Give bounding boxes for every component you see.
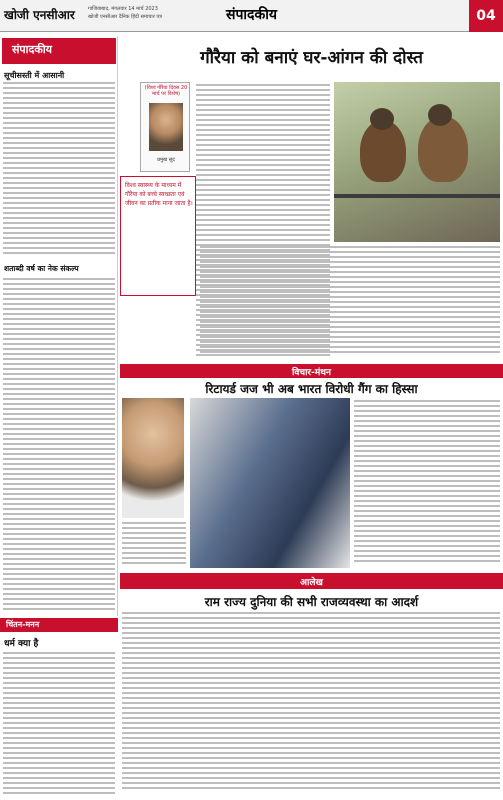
minister-photo	[190, 398, 350, 568]
sparrow-bird-2	[418, 116, 468, 182]
chintan-text-block	[3, 652, 115, 797]
vimarsh-headline: रिटायर्ड जज भी अब भारत विरोधी गैंग का हिस्सा	[205, 382, 418, 396]
left-headline-2: शताब्दी वर्ष का नेक संकल्प	[4, 264, 79, 273]
aalekh-bar	[120, 573, 503, 589]
aalekh-text-block	[122, 612, 500, 792]
chintan-headline: धर्म क्या है	[4, 639, 39, 649]
left-column	[0, 36, 118, 616]
chintan-bar	[0, 618, 118, 632]
article-text-block	[3, 82, 115, 257]
page-section-title: संपादकीय	[226, 7, 277, 23]
vimarsh-text-block	[354, 400, 500, 565]
tagline: खोजी एनसीआर दैनिक हिंदी समाचार पत्र	[88, 14, 162, 20]
author-box	[140, 82, 190, 172]
editorial-label-box	[2, 38, 116, 64]
article-text-block	[3, 278, 115, 613]
editorial-label: संपादकीय	[12, 43, 53, 56]
page-number: 04	[469, 0, 503, 32]
aalekh-headline: राम राज्य दुनिया की सभी राजव्यवस्था का आदर्श	[204, 595, 419, 609]
vimarsh-bar	[120, 364, 503, 378]
vimarsh-label: विचार-मंथन	[292, 368, 331, 378]
author-name: प्रमुख सूद	[157, 157, 175, 163]
masthead	[0, 0, 503, 32]
author-photo	[149, 103, 183, 151]
feature-text-block-lower	[200, 246, 500, 356]
sparrow-photo	[334, 82, 500, 242]
newspaper-logo: खोजी एनसीआर	[4, 8, 75, 22]
chintan-label: चिंतन-मनन	[6, 620, 40, 629]
columnist-photo	[122, 398, 184, 518]
sparrow-bird-1	[360, 120, 406, 182]
pull-quote-box	[120, 176, 196, 296]
left-headline-1: सूचीसस्ती में आसानी	[4, 71, 65, 80]
aalekh-label: आलेख	[300, 578, 323, 588]
author-caption: (विश्व गौरैया दिवस 20 मार्च पर विशेष)	[144, 85, 188, 97]
feature-headline: गौरैया को बनाएं घर-आंगन की दोस्त	[200, 48, 423, 68]
date-line: गाजियाबाद, मंगलवार 14 मार्च 2023	[88, 6, 158, 12]
pull-quote-text: विश्व स्वास्थ्य के माध्यम में गौरैया को बच्चे स्वच्छता एवं जीवन का प्रतीक माना जाता है।	[125, 182, 193, 207]
vimarsh-text-block-left	[122, 522, 186, 567]
perch-wire	[334, 194, 500, 198]
